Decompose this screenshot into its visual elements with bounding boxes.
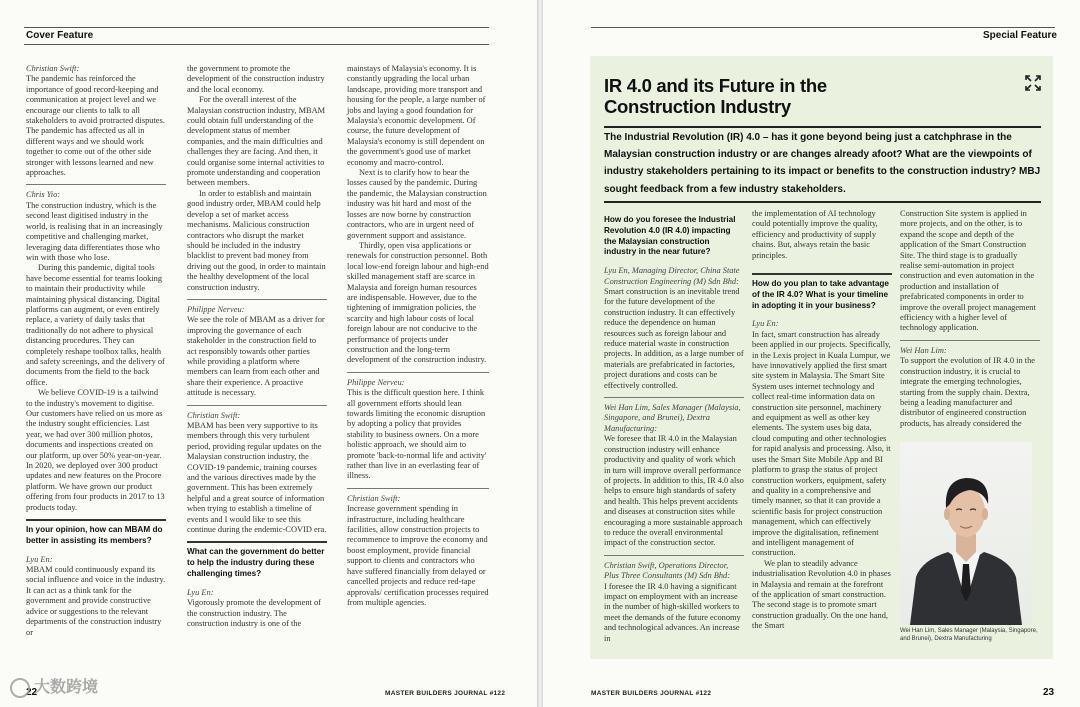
- question-heading: What can the government do better to help the industry during these challenging times?: [187, 547, 325, 579]
- question-heading: How do you foresee the Industrial Revolution 4.0 (IR 4.0) impacting the Malaysian construction industry in the near future?: [604, 215, 736, 257]
- paragraph: In fact, smart construction has already been applied in our projects. Specifically, in the Lexis project in Kuala Lumpur, we have innovatively applied the first smart site system in Malaysia. The Smart Site System uses internet technology and collect real-time information data on construction site personnel, machinery and equipment as well as other key elements. The system uses big data, cloud computing and other technologies for rapid analysis and processing. Also, it uses the Smart Site Mobile App and BI platform to grasp the status of project construction workers, equipment, safety and quality in a comprehensive and timely manner, so that it can provide a scientific basis for project construction management, which can effectively improve the digitalisation, refinement and intelligent management of construction.: [752, 329, 891, 558]
- expand-icon[interactable]: [1025, 75, 1041, 91]
- byline: Lyu En:: [26, 554, 53, 564]
- divider: [187, 299, 327, 300]
- column-3: [347, 64, 489, 608]
- watermark: [10, 674, 98, 698]
- divider: [26, 184, 166, 185]
- paragraph: We foresee that IR 4.0 in the Malaysian construction industry will enhance productivity and quality of work which in turn will improve overall performance of projects. In addition to this, IR 4.0 also helps to ensure high standards of safety and health. This helps prevent accidents and diseases at construction sites while encouraging a more sustainable approach to reduce the overall environmental impact of the construction sector.: [604, 434, 744, 548]
- feature-column-3: [900, 209, 1040, 429]
- paragraph: The pandemic has reinforced the importance of good record-keeping and communication at project level and we encourage our clients to talk to all stakeholders to avoid protracted disputes. The pandemic has affected us all in different ways and we should work together to come out of the other side stronger with lessons learned and new approaches.: [26, 74, 165, 178]
- divider: [347, 488, 489, 489]
- paragraph: The construction industry, which is the second least digitised industry in the world, is realising that in an increasingly competitive and challenging market, leveraging data differentiates those who win with those who lose.: [26, 200, 163, 262]
- feature-column-1: [604, 209, 744, 644]
- section-label: Cover Feature: [26, 30, 94, 41]
- question-heading: How do you plan to take advantage of the IR 4.0? What is your timeline in adopting it in your business?: [752, 279, 889, 310]
- header-rule-2: [24, 44, 489, 45]
- divider: [347, 372, 489, 373]
- byline: Lyu En:: [187, 587, 214, 597]
- lead-rule-top: [604, 126, 1041, 128]
- footer: MASTER BUILDERS JOURNAL #122: [591, 690, 712, 697]
- paragraph: Vigorously promote the development of the construction industry. The construction industry is one of the: [187, 598, 321, 629]
- column-1: [26, 64, 166, 638]
- photo-caption: Wei Han Lim, Sales Manager (Malaysia, Singapore, and Brunei), Dextra Manufacturing: [900, 628, 1038, 642]
- paragraph: Smart construction is an inevitable trend for the future development of the construction industry. It can effectively reduce the dependence on human resources such as foreign labour and reduce material waste in construction projects. In addition, as a large number of materials are prefabricated in factories, project durations and costs can be effectively controlled.: [604, 287, 744, 390]
- byline: Philippe Nerveu:: [347, 377, 405, 387]
- portrait-photo: [900, 442, 1032, 625]
- divider: [604, 397, 744, 398]
- paragraph: To support the evolution of IR 4.0 in the construction industry, it is crucial to integrate the emerging technologies, starting from the supply chain. Dextra, being a leading manufacturer and distributor of engineered construction products, has already considered the: [900, 356, 1036, 428]
- divider: [900, 340, 1040, 341]
- paragraph: the government to promote the development of the construction industry and the local economy.: [187, 64, 325, 94]
- byline: Wei Han Lim, Sales Manager (Malaysia, Singapore, and Brunei), Dextra Manufacturing:: [604, 403, 741, 433]
- byline: Wei Han Lim:: [900, 345, 947, 355]
- byline: Christian Swift:: [187, 410, 241, 420]
- feature-column-2: [752, 209, 892, 632]
- divider: [604, 555, 744, 556]
- paragraph: During this pandemic, digital tools have become essential for teams looking to maintain their productivity while maintaining physical distancing. Digital platforms can augment, or even entirely replace, a variety of daily tasks that traditionally do not adhere to physical distancing procedures. They can completely reshape toolbox talks, health and safety screenings, and the delivery of documents from the field to the back office.: [26, 263, 165, 387]
- page-number: 22: [26, 687, 38, 698]
- question-heading: In your opinion, how can MBAM do better in assisting its members?: [26, 525, 163, 545]
- paragraph: Thirdly, open visa applications or renewals for construction personnel. Both local low-end foreign labour and high-end skilled management staff are scarce in Malaysia and foreign human resources are indispensable. However, due to the tightening of immigration policies, the scarcity and high labour costs of local foreign labour are not conducive to the performance of projects under construction and the long-term development of the construction industry.: [347, 240, 489, 365]
- lead-paragraph: The Industrial Revolution (IR) 4.0 – has it gone beyond being just a catchphrase in the Malaysian construction industry or are changes already afoot? What are the viewpoints of industry stakeholders pertaining to its impact or benefits to the construction industry? MBJ sought feedback from a few industry stakeholders.: [604, 132, 1041, 195]
- lead-rule-bottom: [604, 201, 1041, 203]
- paragraph: MBAM has been very supportive to its members through this very turbulent period, providing regular updates on the Malaysian construction industry, the COVID-19 pandemic, training courses and the various directives made by the government. This has been extremely helpful and a great source of information when trying to establish a timeline of events and I would like to see this continue during the endemic-COVID era.: [187, 421, 327, 535]
- byline: Lyu En, Managing Director, China State Construction Engineering (M) Sdn Bhd:: [604, 266, 740, 286]
- paragraph: MBAM could continuously expand its social influence and voice in the industry. It can act as a think tank for the government and provide constructive advice or suggestions to the relevant departments of the construction industry or: [26, 565, 166, 637]
- paragraph: For the overall interest of the Malaysian construction industry, MBAM could obtain full understanding of the development status of member companies, and the main difficulties and challenges they are facing. And then, it could organise some internal activities to promote understanding and cooperation between members.: [187, 95, 326, 188]
- byline: Philippe Nerveu:: [187, 304, 245, 314]
- paragraph: I foresee the IR 4.0 having a significant impact on employment with an increase in the number of high-skilled workers to meet the demands of the future economy and technological advances. An increase in: [604, 581, 741, 643]
- watermark-logo-icon: [10, 678, 30, 698]
- paragraph: We see the role of MBAM as a driver for improving the governance of each stakeholder in the construction field to act responsibly towards other parties while providing a platform where members can learn from each other and share their experience. A proactive attitude is necessary.: [187, 315, 325, 398]
- column-2: [187, 64, 327, 629]
- watermark-text: 大数跨境: [34, 677, 99, 696]
- paragraph: Next is to clarify how to bear the losses caused by the pandemic. During the pandemic, the Malaysian construction industry was hit hard and most of the losses are now borne by construction contractors, who are in urgent need of government support and assistance.: [347, 168, 487, 240]
- byline: Christian Swift:: [347, 493, 401, 503]
- paragraph: We believe COVID-19 is a tailwind to the industry's movement to digitise. Our customers have relied on us more as the industry sought efficiencies. Last year, we had over 300 million photos, documents and inspections created on our platform, up over 50% year-on-year. In 2020, we deployed over 300 product updates and new features on the Procore platform. We have grown our product offering from four products in 2017 to 13 products today.: [26, 388, 165, 512]
- section-label: Special Feature: [983, 30, 1057, 41]
- paragraph: We plan to steadily advance industrialisation Revolution 4.0 in phases in Malaysia and remain at the forefront of the application of smart construction. The second stage is to promote smart construction gradually. On the one hand, the Smart: [752, 558, 891, 631]
- byline: Christian Swift, Operations Director, Plus Three Consultants (M) Sdn Bhd:: [604, 560, 731, 581]
- feature-title: IR 4.0 and its Future in the Construction Industry: [604, 75, 827, 117]
- byline: Chris Yio:: [26, 190, 61, 200]
- paragraph: Construction Site system is applied in more projects, and on the other, is to expand the scope and depth of the application of the Smart Construction Site. The third stage is to gradually realise semi-automation in project construction and even automation in the production and installation of prefabricated components in order to improve the overall project management efficiency with a higher level of technology application.: [900, 209, 1036, 333]
- paragraph: the implementation of AI technology could potentially improve the quality, efficiency and productivity of supply chains. But, always retain the basic principles.: [752, 209, 878, 260]
- portrait-illustration: [900, 442, 1032, 625]
- divider: [187, 405, 327, 406]
- paragraph: Increase government spending in infrastructure, including healthcare facilities, allow construction projects to recommence to improve the economy and boost employment, provide financial support to clients and contractors who have suffered financially from delayed or cancelled projects and reduce red-tape approvals/ certification processes required from multiple agencies.: [347, 504, 489, 607]
- paragraph: This is the difficult question here. I think all government efforts should lean towards limiting the economic disruption by adopting a policy that provides stability to business owners. On a more holistic approach, we should aim to promote 'back-to-normal life and activity' rather than live in an everlasting fear of illness.: [347, 388, 487, 481]
- left-page: [0, 0, 537, 707]
- paragraph: mainstays of Malaysia's economy. It is constantly upgrading the local urban landscape, providing more transport and housing for the people, a large number of jobs and laying a good foundation for Malaysia's economic development. Of course, the future development of Malaysia's economy is still dependent on the government's good use of market economy and macro-control.: [347, 64, 486, 167]
- paragraph: In order to establish and maintain good industry order, MBAM could help develop a set of market access mechanisms. Malicious construction contractors who disrupt the market should be included in the industry blacklist to prevent bad money from driving out the good, in order to maintain the healthy development of the local construction industry.: [187, 188, 326, 292]
- footer: MASTER BUILDERS JOURNAL #122: [385, 690, 506, 697]
- header-rule: [24, 27, 489, 28]
- page-number: 23: [1043, 687, 1055, 698]
- header-rule: [591, 27, 1055, 28]
- byline: Lyu En:: [752, 319, 779, 329]
- byline: Christian Swift:: [26, 64, 80, 73]
